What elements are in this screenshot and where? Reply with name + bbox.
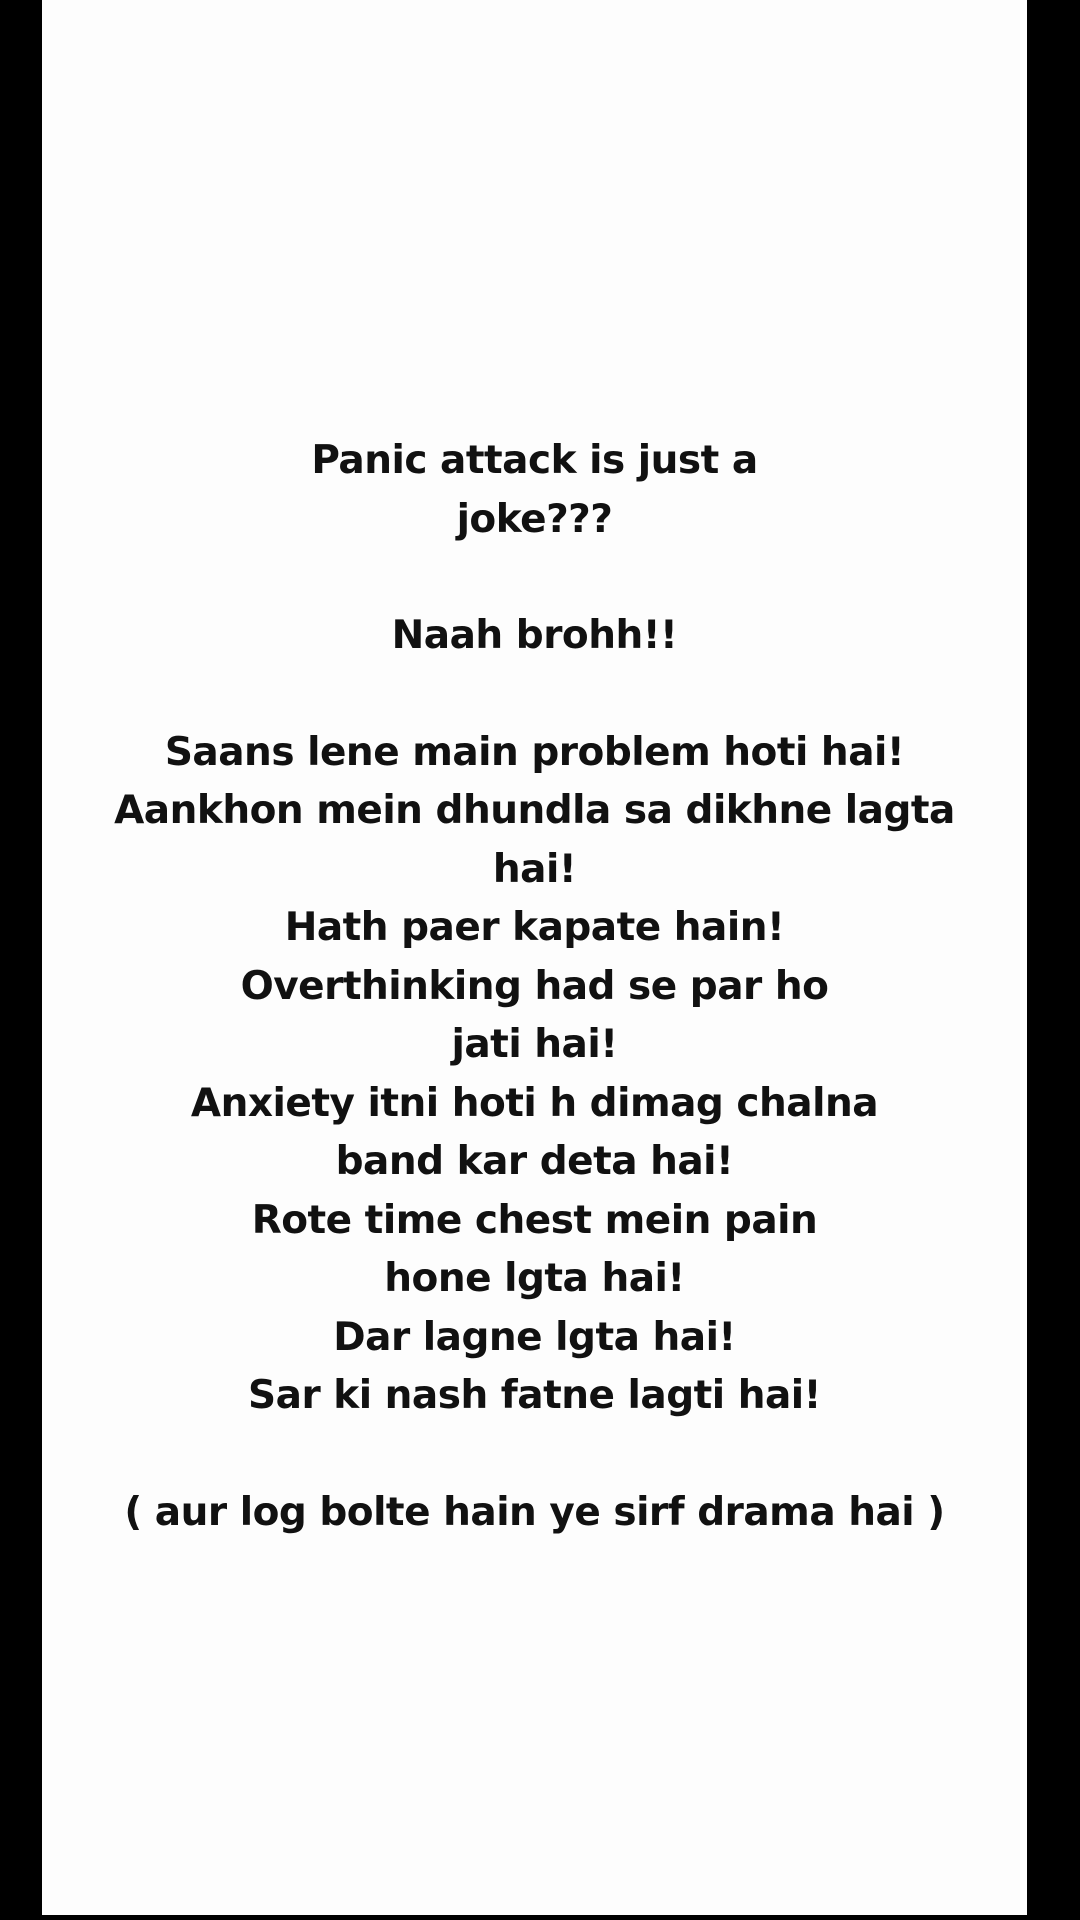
symptom-line: hone lgta hai! bbox=[384, 1256, 685, 1301]
title-line: joke??? bbox=[456, 496, 613, 542]
symptom-line: Anxiety itni hoti h dimag chalna bbox=[190, 1080, 879, 1126]
spacer bbox=[42, 1426, 1027, 1484]
post-text-block bbox=[42, 432, 1027, 1542]
symptom-line: hai! bbox=[492, 846, 577, 892]
title-line: Panic attack is just a bbox=[311, 438, 758, 483]
spacer bbox=[42, 549, 1027, 607]
symptom-line: Hath paer kapate hain! bbox=[284, 905, 785, 950]
text-post-card bbox=[42, 0, 1027, 1915]
symptom-line: Rote time chest mein pain bbox=[251, 1197, 818, 1243]
symptom-line: Saans lene main problem hoti hai! bbox=[164, 729, 905, 775]
symptom-line: Dar lagne lgta hai! bbox=[333, 1314, 736, 1360]
symptom-line: Sar ki nash fatne lagti hai! bbox=[248, 1373, 821, 1418]
symptom-line: Aankhon mein dhundla sa dikhne lagta bbox=[114, 788, 955, 833]
symptom-line: jati hai! bbox=[451, 1022, 618, 1067]
symptom-line: Overthinking had se par ho bbox=[240, 963, 829, 1009]
reply-line: Naah brohh!! bbox=[391, 613, 678, 658]
closing-line: ( aur log bolte hain ye sirf drama hai ) bbox=[124, 1489, 945, 1535]
symptom-line: band kar deta hai! bbox=[335, 1139, 734, 1184]
spacer bbox=[42, 666, 1027, 724]
